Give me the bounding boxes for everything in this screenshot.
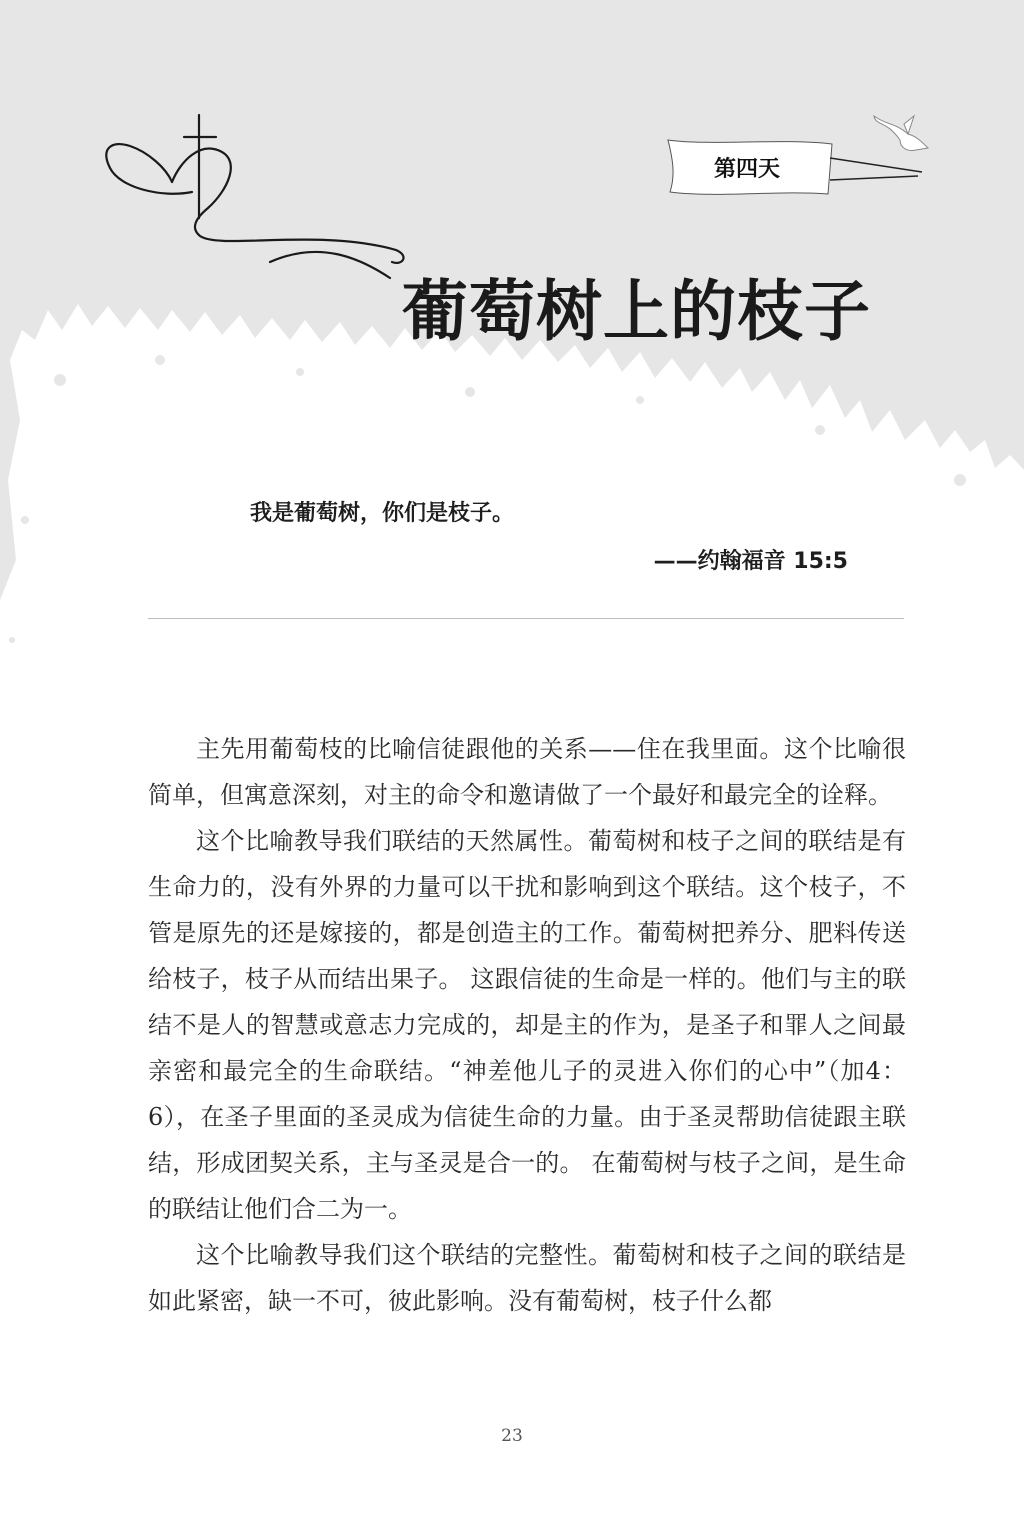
key-verse: 我是葡萄树，你们是枝子。 (250, 501, 515, 526)
paragraph: 主先用葡萄枝的比喻信徒跟他的关系——住在我里面。这个比喻很简单，但寓意深刻，对主的命令和邀请做了一个最好和最完全的诠释。 (148, 735, 906, 809)
page-number: 23 (501, 1426, 523, 1446)
heart-cross-icon (100, 110, 420, 310)
verse-reference: ——约翰福音 15:5 (653, 549, 848, 574)
section-divider (148, 618, 904, 619)
header-background (0, 0, 1024, 720)
paragraph: 这个比喻教导我们这个联结的完整性。葡萄树和枝子之间的联结是如此紧密，缺一不可，彼此影响。没有葡萄树，枝子什么都 (148, 1241, 906, 1315)
body-text (148, 726, 906, 1324)
chapter-title: 葡萄树上的枝子 (402, 272, 871, 350)
day-label: 第四天 (713, 157, 780, 182)
paragraph: 这个比喻教导我们联结的天然属性。葡萄树和枝子之间的联结是有生命力的，没有外界的力量可以干扰和影响到这个联结。这个枝子，不管是原先的还是嫁接的，都是创造主的工作。葡萄树把养分、肥料传送给枝子，枝子从而结出果子。 这跟信徒的生命是一样的。他们与主的联结不是人的智慧或意志力完成的，却是主的作为，是圣子和罪人之间最亲密和最完全的生命联结。“神差他儿子的灵进入你们的心中”（加4：6），在圣子里面的圣灵成为信徒生命的力量。由于圣灵帮助信徒跟主联结，形成团契关系，主与圣灵是合一的。 在葡萄树与枝子之间，是生命的联结让他们合二为一。 (148, 827, 906, 1223)
